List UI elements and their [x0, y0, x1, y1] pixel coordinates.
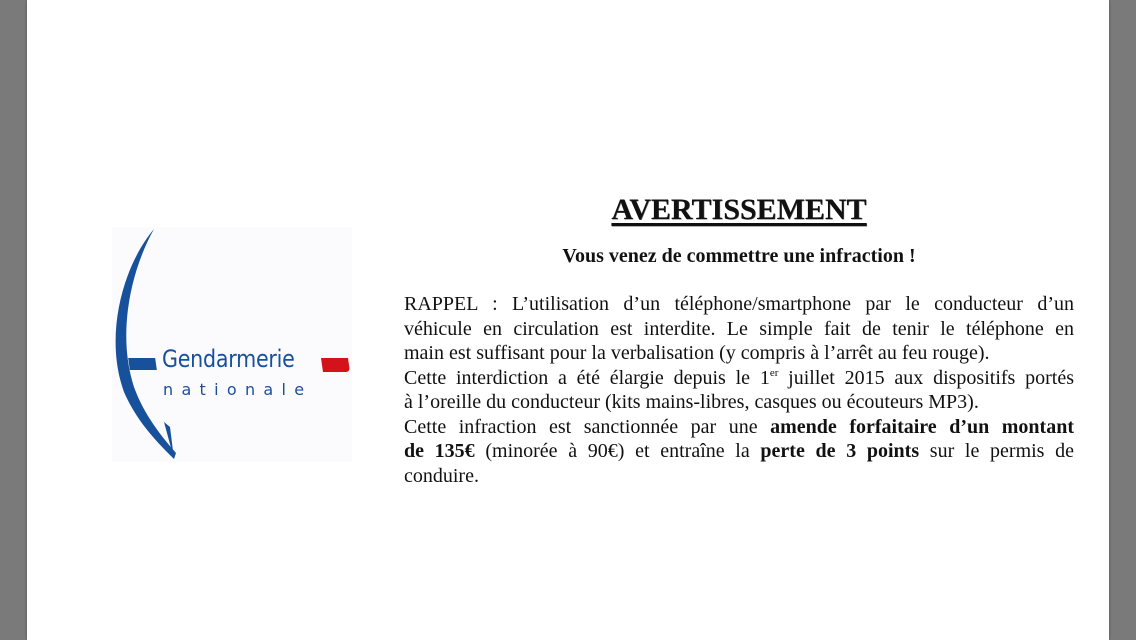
text: conduire. — [404, 464, 479, 487]
bold-text: perte de 3 points — [760, 440, 920, 462]
logo-subtitle: nationale — [163, 380, 313, 399]
flag-blue-shape — [128, 358, 157, 370]
notice-paragraph — [404, 292, 1074, 488]
paragraph-line — [404, 292, 1074, 317]
notice-content — [404, 190, 1074, 488]
bold-text: de 135€ — [404, 440, 475, 462]
page-title: AVERTISSEMENT — [611, 193, 867, 226]
paragraph-line — [404, 415, 1074, 440]
text: RAPPEL : L’utilisation d’un téléphone/smartphone par le conducteur d’un — [404, 293, 1074, 315]
text: Cette interdiction a été élargie depuis le 1 — [404, 366, 770, 389]
paragraph-line — [404, 317, 1074, 342]
text: (minorée à 90€) et entraîne la — [474, 440, 761, 462]
flag-red-shape — [321, 358, 350, 372]
superscript: er — [769, 366, 779, 379]
text: Cette infraction est sanctionnée par une — [404, 415, 771, 438]
paragraph-line — [404, 366, 1074, 391]
text: véhicule en circulation est interdite. Le simple fait de tenir le téléphone en — [404, 317, 1074, 340]
paragraph-line — [404, 341, 1074, 366]
paragraph-line — [404, 390, 1074, 415]
subtitle: Vous venez de commettre une infraction ! — [562, 245, 916, 267]
text: à l’oreille du conducteur (kits mains-libres, casques ou écouteurs MP3). — [404, 391, 979, 413]
bold-text: amende forfaitaire d’un montant — [770, 415, 1074, 438]
gendarmerie-logo — [112, 227, 352, 462]
paragraph-line — [404, 464, 1074, 489]
text: juillet 2015 aux dispositifs portés — [778, 366, 1074, 389]
document-page — [27, 0, 1109, 640]
paragraph-line — [404, 439, 1074, 464]
text: sur le permis de — [919, 440, 1075, 462]
logo-title: Gendarmerie — [162, 345, 295, 373]
text: main est suffisant pour la verbalisation (y compris à l’arrêt au feu rouge). — [404, 342, 990, 364]
